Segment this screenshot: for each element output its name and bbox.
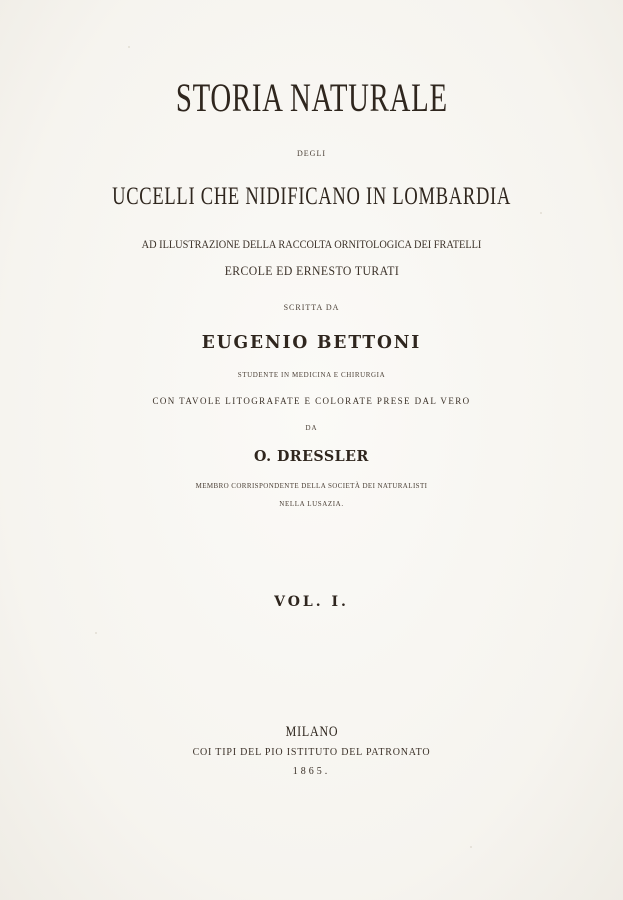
artist-role-line2: NELLA LUSAZIA. (279, 500, 344, 508)
subtitle (0, 184, 623, 209)
connector-degli: DEGLI (297, 149, 326, 158)
imprint-printer: COI TIPI DEL PIO ISTITUTO DEL PATRONATO (192, 747, 431, 758)
artist-name (0, 449, 623, 464)
owners-line (0, 264, 623, 277)
paper-speck (95, 632, 97, 634)
imprint-year: 1865. (292, 766, 331, 777)
illustration-line (0, 238, 623, 250)
volume-number: VOL. I. (274, 594, 349, 610)
main-title (0, 75, 623, 120)
author-name-text: EUGENIO BETTONI (201, 332, 422, 353)
author-role: STUDENTE IN MEDICINA E CHIRURGIA (237, 371, 386, 379)
written-by: SCRITTA DA (283, 303, 340, 312)
paper-speck (128, 46, 130, 48)
by-connector: DA (305, 424, 318, 432)
owners-line-text: ERCOLE ED ERNESTO TURATI (224, 263, 399, 278)
main-title-text: STORIA NATURALE (175, 75, 448, 120)
artist-role-line1: MEMBRO CORRISPONDENTE DELLA SOCIETÀ DEI NATURALISTI (195, 482, 428, 490)
imprint-city-text: MILANO (285, 724, 338, 740)
plates-line: CON TAVOLE LITOGRAFATE E COLORATE PRESE DAL VERO (152, 396, 471, 406)
artist-name-text: O. DRESSLER (254, 447, 369, 465)
author-name (0, 334, 623, 352)
paper-speck (540, 212, 542, 214)
illustration-line-text: AD ILLUSTRAZIONE DELLA RACCOLTA ORNITOLOGICA DEI FRATELLI (141, 237, 482, 251)
paper-speck (470, 846, 472, 848)
imprint-city (0, 725, 623, 740)
subtitle-text: UCCELLI CHE NIDIFICANO IN LOMBARDIA (112, 183, 511, 210)
